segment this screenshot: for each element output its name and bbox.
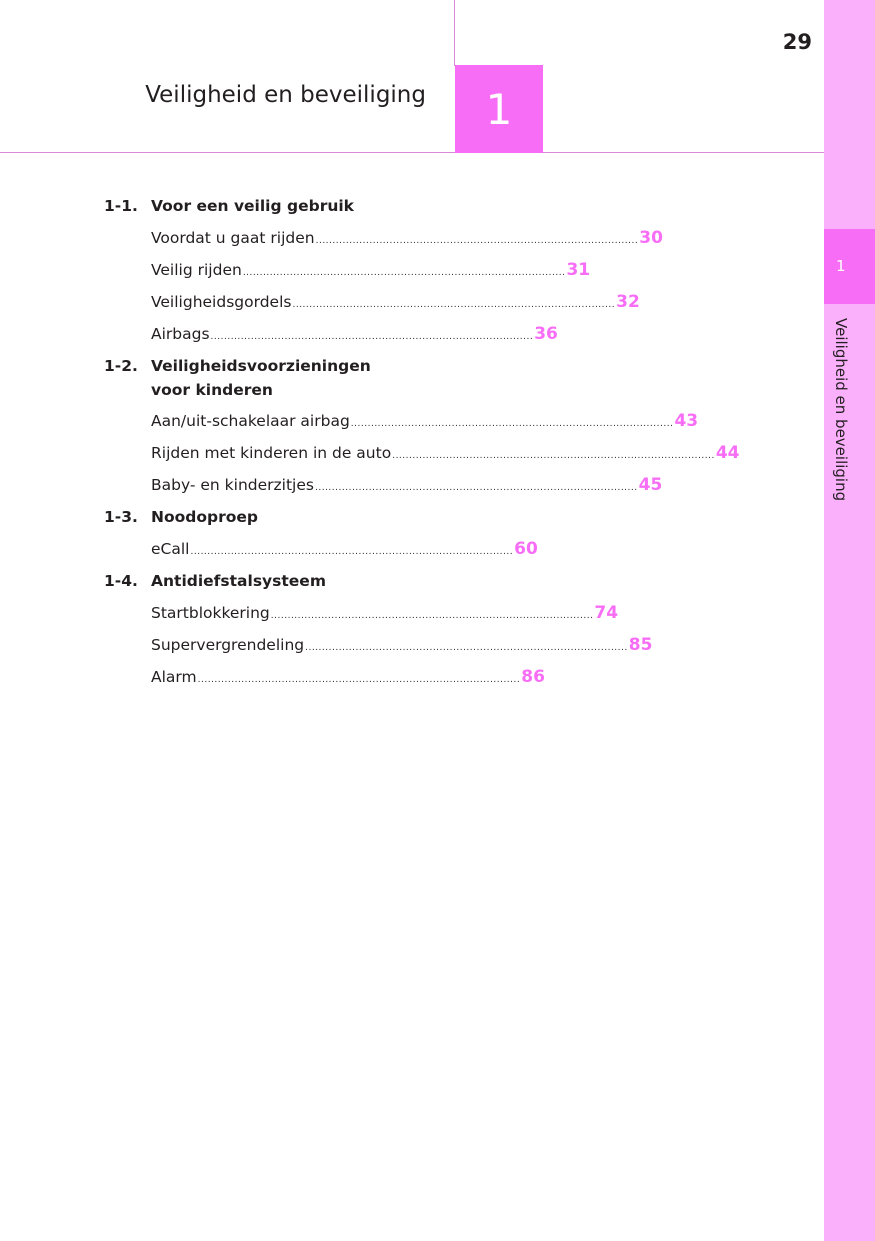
entry-label: Rijden met kinderen in de auto [151, 444, 392, 462]
toc-entry[interactable] [151, 291, 640, 313]
dot-leader: ................................................................................................ [305, 643, 628, 653]
section-title: Voor een veilig gebruik [151, 197, 354, 215]
header-divider-horizontal [0, 152, 824, 153]
toc-entry[interactable] [151, 259, 591, 281]
toc-entry[interactable] [151, 474, 663, 496]
page-number: 29 [782, 30, 812, 54]
entry-page-number: 44 [715, 443, 740, 463]
dot-leader: ................................................................................................ [350, 419, 674, 429]
entry-label: Supervergrendeling [151, 636, 305, 654]
side-tab-number: 1 [836, 257, 846, 275]
toc-entry[interactable] [151, 442, 740, 464]
entry-page-number: 45 [638, 475, 663, 495]
chapter-title: Veiligheid en beveiliging [145, 82, 426, 108]
entry-label: Voordat u gaat rijden [151, 229, 315, 247]
dot-leader: ................................................................................................ [270, 611, 594, 621]
side-strip [824, 0, 875, 1241]
header-divider-vertical [454, 0, 455, 66]
entry-page-number: 30 [639, 228, 663, 248]
dot-leader: ................................................................................................ [292, 300, 616, 310]
dot-leader: ................................................................................................ [315, 236, 639, 246]
dot-leader: ................................................................................................ [242, 268, 566, 278]
dot-leader: ................................................................................................ [197, 675, 521, 685]
section-number: 1-1. [104, 197, 138, 215]
section-title: Noodoproep [151, 508, 259, 526]
toc-entry[interactable] [151, 410, 699, 432]
section-title: Veiligheidsvoorzieningen voor kinderen [151, 357, 371, 399]
toc-entry[interactable] [151, 634, 653, 656]
side-chapter-tab[interactable] [824, 229, 875, 304]
entry-label: Startblokkering [151, 604, 270, 622]
entry-page-number: 32 [616, 292, 640, 312]
entry-page-number: 86 [521, 667, 545, 687]
dot-leader: ................................................................................................ [392, 451, 715, 461]
entry-page-number: 74 [594, 603, 619, 623]
section-number: 1-3. [104, 508, 138, 526]
entry-label: Alarm [151, 668, 197, 686]
entry-label: Aan/uit-schakelaar airbag [151, 412, 350, 430]
toc-entry[interactable] [151, 323, 558, 345]
entry-label: Veilig rijden [151, 261, 242, 279]
entry-page-number: 31 [566, 260, 591, 280]
entry-page-number: 36 [534, 324, 558, 344]
entry-label: Veiligheidsgordels [151, 293, 292, 311]
toc-entry[interactable] [151, 538, 538, 560]
entry-page-number: 60 [514, 539, 538, 559]
dot-leader: ................................................................................................ [210, 332, 534, 342]
dot-leader: ................................................................................................ [314, 483, 638, 493]
section-title: Antidiefstalsysteem [151, 572, 326, 590]
section-number: 1-2. [104, 357, 138, 375]
section-number: 1-4. [104, 572, 138, 590]
entry-label: Baby- en kinderzitjes [151, 476, 314, 494]
entry-label: eCall [151, 540, 190, 558]
chapter-number-box: 1 [455, 65, 543, 153]
dot-leader: ................................................................................................ [190, 547, 514, 557]
entry-page-number: 85 [628, 635, 653, 655]
toc-entry[interactable] [151, 602, 619, 624]
toc-entry[interactable] [151, 227, 663, 249]
toc-entry[interactable] [151, 666, 545, 688]
entry-page-number: 43 [674, 411, 699, 431]
entry-label: Airbags [151, 325, 210, 343]
side-chapter-label: Veiligheid en beveiliging [832, 318, 850, 502]
toc-section-heading[interactable] [104, 354, 404, 404]
